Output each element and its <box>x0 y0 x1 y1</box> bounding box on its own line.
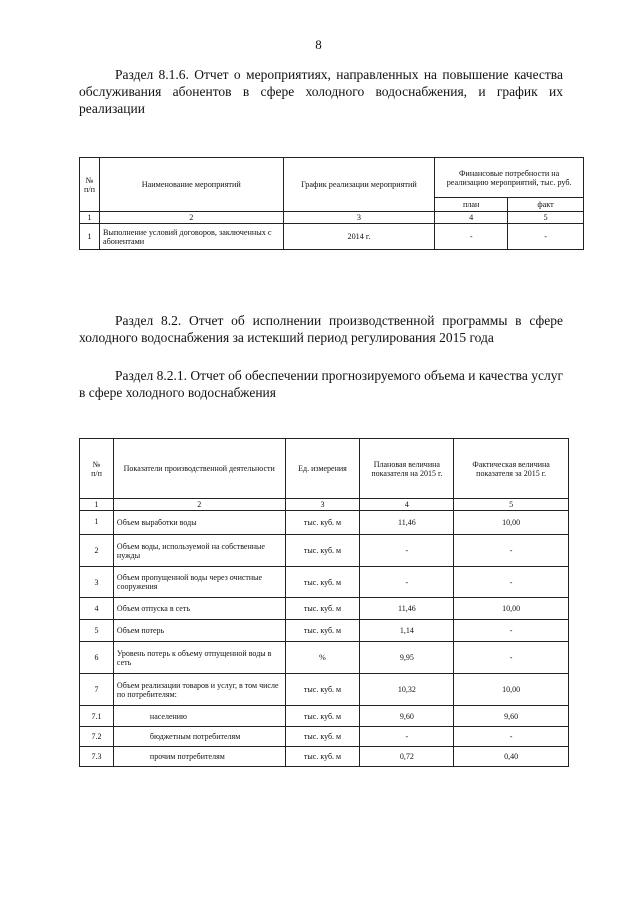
activities-table <box>79 157 584 250</box>
t2-cell-plan: 0,72 <box>360 747 454 767</box>
t2-cell-num: 7 <box>80 674 114 706</box>
t1-index-cell: 5 <box>508 212 584 224</box>
t2-cell-unit: тыс. куб. м <box>285 620 360 642</box>
t2-cell-fact: - <box>454 567 569 598</box>
table-row <box>80 620 569 642</box>
t1-cell-schedule: 2014 г. <box>283 224 435 250</box>
t2-header-unit: Ед. измерения <box>285 439 360 499</box>
t2-cell-num: 4 <box>80 598 114 620</box>
t2-header-indicator: Показатели производственной деятельности <box>113 439 285 499</box>
t2-cell-indicator: Уровень потерь к объему отпущенной воды в сеть <box>113 642 285 674</box>
t2-cell-unit: тыс. куб. м <box>285 567 360 598</box>
t2-cell-plan: 11,46 <box>360 598 454 620</box>
t2-cell-num: 2 <box>80 535 114 567</box>
table-row <box>80 642 569 674</box>
section-8-1-6-text: Раздел 8.1.6. Отчет о мероприятиях, направленных на повышение качества обслуживания абонентов в сфере холодного водоснабжения, и график их реализации <box>79 67 563 116</box>
t2-cell-plan: 1,14 <box>360 620 454 642</box>
table-row <box>80 727 569 747</box>
t2-cell-fact: - <box>454 642 569 674</box>
t2-cell-fact: 0,40 <box>454 747 569 767</box>
t2-cell-indicator: Объем воды, используемой на собственные нужды <box>113 535 285 567</box>
t2-cell-unit: тыс. куб. м <box>285 535 360 567</box>
page-number: 8 <box>315 37 322 52</box>
t2-cell-num: 3 <box>80 567 114 598</box>
t2-index-cell: 2 <box>113 499 285 511</box>
t1-cell-plan: - <box>435 224 508 250</box>
t1-index-row <box>80 212 584 224</box>
t2-cell-fact: - <box>454 620 569 642</box>
t2-cell-unit: тыс. куб. м <box>285 511 360 535</box>
t2-cell-indicator: Объем реализации товаров и услуг, в том числе по потребителям: <box>113 674 285 706</box>
t2-index-cell: 3 <box>285 499 360 511</box>
t2-cell-fact: - <box>454 535 569 567</box>
t1-cell-name: Выполнение условий договоров, заключенных с абонентами <box>99 224 283 250</box>
t2-cell-indicator: населению <box>113 706 285 727</box>
t2-cell-plan: - <box>360 727 454 747</box>
t1-cell-fact: - <box>508 224 584 250</box>
t2-cell-num: 7.2 <box>80 727 114 747</box>
t2-cell-indicator: прочим потребителям <box>113 747 285 767</box>
table-row <box>80 598 569 620</box>
t2-cell-unit: тыс. куб. м <box>285 706 360 727</box>
t1-index-cell: 4 <box>435 212 508 224</box>
table-row <box>80 706 569 727</box>
t2-cell-fact: 10,00 <box>454 674 569 706</box>
t2-cell-indicator: Объем потерь <box>113 620 285 642</box>
t2-cell-plan: - <box>360 535 454 567</box>
t1-index-cell: 2 <box>99 212 283 224</box>
t2-cell-num: 5 <box>80 620 114 642</box>
t2-cell-unit: тыс. куб. м <box>285 727 360 747</box>
t2-header-plan: Плановая величина показателя на 2015 г. <box>360 439 454 499</box>
table-row <box>80 567 569 598</box>
t2-cell-fact: 9,60 <box>454 706 569 727</box>
t2-cell-indicator: Объем пропущенной воды через очистные сооружения <box>113 567 285 598</box>
t2-cell-plan: - <box>360 567 454 598</box>
t1-header-num: № п/п <box>80 158 100 212</box>
t2-header-fact: Фактическая величина показателя за 2015 г. <box>454 439 569 499</box>
table-row <box>80 535 569 567</box>
t1-header-schedule: График реализации мероприятий <box>283 158 435 212</box>
t1-header-finance: Финансовые потребности на реализацию мероприятий, тыс. руб. <box>435 158 584 198</box>
t2-index-cell: 5 <box>454 499 569 511</box>
t2-cell-num: 7.3 <box>80 747 114 767</box>
t2-cell-fact: 10,00 <box>454 598 569 620</box>
t2-header-num: № п/п <box>80 439 114 499</box>
t2-cell-plan: 9,95 <box>360 642 454 674</box>
t2-index-cell: 4 <box>360 499 454 511</box>
table-row <box>80 674 569 706</box>
section-8-2-1-text: Раздел 8.2.1. Отчет об обеспечении прогнозируемого объема и качества услуг в сфере холодного водоснабжения <box>79 368 563 400</box>
t2-cell-unit: тыс. куб. м <box>285 674 360 706</box>
t2-cell-indicator: Объем отпуска в сеть <box>113 598 285 620</box>
t1-index-cell: 1 <box>80 212 100 224</box>
t2-cell-plan: 10,32 <box>360 674 454 706</box>
section-8-2-1-heading <box>79 367 563 401</box>
t2-cell-num: 7.1 <box>80 706 114 727</box>
table-row <box>80 747 569 767</box>
t2-cell-num: 1 <box>80 511 114 535</box>
production-indicators-table <box>79 438 569 767</box>
t2-cell-indicator: Объем выработки воды <box>113 511 285 535</box>
table-row <box>80 224 584 250</box>
t2-cell-unit: тыс. куб. м <box>285 598 360 620</box>
t1-header-plan: план <box>435 198 508 212</box>
t2-cell-unit: % <box>285 642 360 674</box>
t1-header-name: Наименование мероприятий <box>99 158 283 212</box>
t2-cell-plan: 9,60 <box>360 706 454 727</box>
t2-cell-indicator: бюджетным потребителям <box>113 727 285 747</box>
t1-header-fact: факт <box>508 198 584 212</box>
t1-cell-num: 1 <box>80 224 100 250</box>
section-8-2-heading <box>79 312 563 346</box>
t2-cell-fact: - <box>454 727 569 747</box>
t2-cell-plan: 11,46 <box>360 511 454 535</box>
t2-cell-fact: 10,00 <box>454 511 569 535</box>
section-8-2-text: Раздел 8.2. Отчет об исполнении производственной программы в сфере холодного водоснабжения за истекший период регулирования 2015 года <box>79 313 563 345</box>
t1-index-cell: 3 <box>283 212 435 224</box>
t2-cell-num: 6 <box>80 642 114 674</box>
t2-cell-unit: тыс. куб. м <box>285 747 360 767</box>
t2-index-cell: 1 <box>80 499 114 511</box>
table-row <box>80 511 569 535</box>
section-8-1-6-heading <box>79 66 563 117</box>
t2-index-row <box>80 499 569 511</box>
